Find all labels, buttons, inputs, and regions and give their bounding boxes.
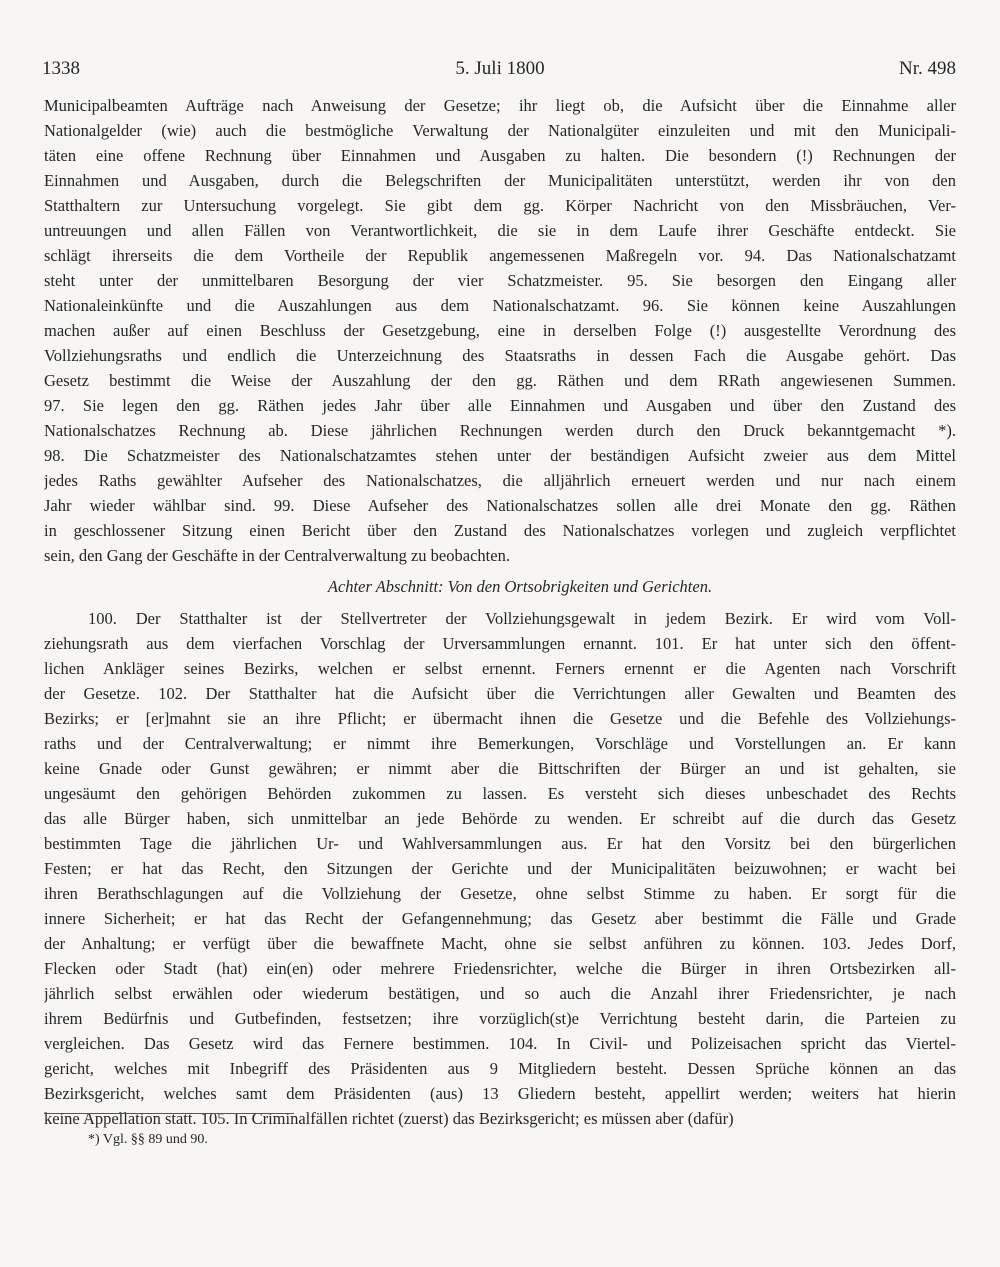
text-line: der Gesetze. 102. Der Statthalter hat die Aufsicht über die Verrichtungen aller Gewalten und Beamten des (44, 684, 956, 703)
text-line: gericht, welches mit Inbegriff des Präsidenten aus 9 Mitgliedern besteht. Dessen Sprüche können an das (44, 1059, 956, 1078)
text-line: vergleichen. Das Gesetz wird das Fernere bestimmen. 104. In Civil- und Polizeisachen spricht das Viertel- (44, 1034, 956, 1053)
text-line: Gesetz bestimmt die Weise der Auszahlung der den gg. Räthen und dem RRath angewiesenen Summen. (44, 371, 956, 390)
text-line: Flecken oder Stadt (hat) ein(en) oder mehrere Friedensrichter, welche die Bürger in ihren Ortsbezirken all- (44, 959, 956, 978)
text-line: schlägt ihrerseits die dem Vortheile der Republik angemessenen Maßregeln vor. 94. Das Nationalschatzamt (44, 246, 956, 265)
page-header (0, 58, 1000, 86)
text-line: raths und der Centralverwaltung; er nimmt ihre Bemerkungen, Vorschläge und Vorstellungen an. Er kann (44, 734, 956, 753)
text-line: 98. Die Schatzmeister des Nationalschatzamtes stehen unter der beständigen Aufsicht zweier aus dem Mittel (44, 446, 956, 465)
text-line: ihrem Bedürfnis und Gutbefinden, festsetzen; ihre vorzüglich(st)e Verrichtung besteht darin, die Parteien zu (44, 1009, 956, 1028)
text-line: bestimmten Tage die jährlichen Ur- und Wahlversammlungen aus. Er hat den Vorsitz bei den bürgerlichen (44, 834, 956, 853)
text-line: Vollziehungsraths und endlich die Unterzeichnung des Staatsraths in dessen Fach die Ausgabe gehört. Das (44, 346, 956, 365)
text-line: das alle Bürger haben, sich unmittelbar an jede Behörde zu wenden. Er schreibt auf die durch das Gesetz (44, 809, 956, 828)
text-line: Einnahmen und Ausgaben, durch die Belegschriften der Municipalitäten unterstützt, werden ihr von den (44, 171, 956, 190)
text-line: keine Gnade oder Gunst gewähren; er nimmt aber die Bittschriften der Bürger an und ist gehalten, sie (44, 759, 956, 778)
footnote: *) Vgl. §§ 89 und 90. (88, 1132, 208, 1147)
text-line: Nationaleinkünfte und die Auszahlungen aus dem Nationalschatzamt. 96. Sie können keine Auszahlungen (44, 296, 956, 315)
text-line: jedes Raths gewählter Aufseher des Nationalschatzes, die alljährlich erneuert werden und nur nach einem (44, 471, 956, 490)
page-number: 1338 (42, 58, 80, 79)
text-line: 100. Der Statthalter ist der Stellvertreter der Vollziehungsgewalt in jedem Bezirk. Er wird vom Voll- (88, 609, 956, 628)
text-line: innere Sicherheit; er hat das Recht der Gefangennehmung; das Gesetz aber bestimmt die Fälle und Grade (44, 909, 956, 928)
text-line: untreuungen und allen Fällen von Verantwortlichkeit, die sie in dem Laufe ihrer Geschäfte entdeckt. Sie (44, 221, 956, 240)
section-heading: Achter Abschnitt: Von den Ortsobrigkeiten und Gerichten. (327, 577, 713, 596)
text-line: keine Appellation statt. 105. In Criminalfällen richtet (zuerst) das Bezirksgericht; es müssen aber (dafür) (44, 1109, 734, 1128)
text-line: machen außer auf einen Beschluss der Gesetzgebung, eine in derselben Folge (!) ausgestellte Verordnung des (44, 321, 956, 340)
text-line: täten eine offene Rechnung über Einnahmen und Ausgaben zu halten. Die besondern (!) Rechnungen der (44, 146, 956, 165)
section-eight-text (44, 606, 956, 1131)
text-line: ungesäumt den gehörigen Behörden zukommen zu lassen. Es versteht sich dieses unbeschadet des Rechts (44, 784, 956, 803)
header-date: 5. Juli 1800 (455, 58, 545, 79)
text-line: jährlich selbst erwählen oder wiederum bestätigen, und so auch die Anzahl ihrer Friedensrichter, je nach (44, 984, 956, 1003)
text-line: Festen; er hat das Recht, den Sitzungen der Gerichte und der Municipalitäten beizuwohnen; er wacht bei (44, 859, 956, 878)
text-line: Bezirksgericht, welches samt dem Präsidenten (aus) 13 Gliedern besteht, appellirt werden; weiters hat hierin (44, 1084, 956, 1103)
text-line: Nationalgelder (wie) auch die bestmögliche Verwaltung der Nationalgüter einzuleiten und mit den Municipali- (44, 121, 956, 140)
text-line: lichen Ankläger seines Bezirks, welchen er selbst ernennt. Ferners ernennt er die Agenten nach Vorschrift (44, 659, 956, 678)
text-line: Municipalbeamten Aufträge nach Anweisung der Gesetze; ihr liegt ob, die Aufsicht über die Einnahme aller (44, 96, 956, 115)
footnote-rule (44, 1113, 294, 1114)
document-number: Nr. 498 (899, 58, 956, 79)
text-line: Statthaltern zur Untersuchung vorgelegt. Sie gibt dem gg. Körper Nachricht von den Missbräuchen, Ver- (44, 196, 956, 215)
body-text (44, 93, 956, 1131)
text-line: Nationalschatzes Rechnung ab. Diese jährlichen Rechnungen werden durch den Druck bekanntgemacht *). (44, 421, 956, 440)
text-line: in geschlossener Sitzung einen Bericht über den Zustand des Nationalschatzes vorlegen und zugleich verpflichtet (44, 521, 956, 540)
text-line: steht unter der unmittelbaren Besorgung der vier Schatzmeister. 95. Sie besorgen den Eingang aller (44, 271, 956, 290)
text-line: sein, den Gang der Geschäfte in der Centralverwaltung zu beobachten. (44, 546, 510, 565)
text-line: ihren Berathschlagungen auf die Vollziehung der Gesetze, ohne selbst Stimme zu haben. Er sorgt für die (44, 884, 956, 903)
section-seven-continuation (44, 93, 956, 568)
text-line: Jahr wieder wählbar sind. 99. Diese Aufseher des Nationalschatzes sollen alle drei Monate den gg. Räthen (44, 496, 956, 515)
text-line: der Anhaltung; er verfügt über die bewaffnete Macht, ohne sie selbst anführen zu können. 103. Jedes Dorf, (44, 934, 956, 953)
text-line: 97. Sie legen den gg. Räthen jedes Jahr über alle Einnahmen und Ausgaben und über den Zustand des (44, 396, 956, 415)
text-line: ziehungsrath aus dem vierfachen Vorschlag der Urversammlungen ernannt. 101. Er hat unter sich den öffent- (44, 634, 956, 653)
text-line: Bezirks; er [er]mahnt sie an ihre Pflicht; er übermacht ihnen die Gesetze und die Befehle des Vollziehungs- (44, 709, 956, 728)
